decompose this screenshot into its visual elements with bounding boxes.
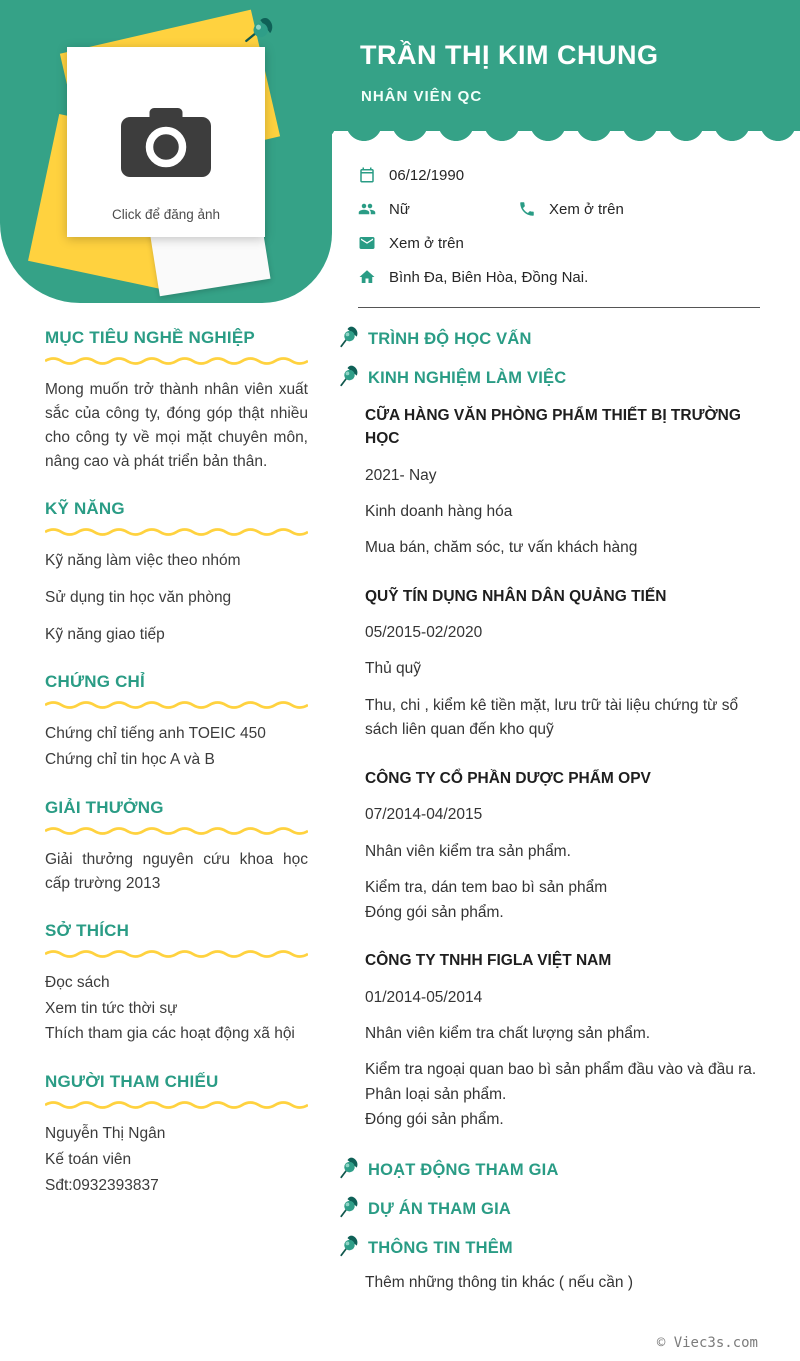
job-detail: Kiểm tra, dán tem bao bì sản phẩm xyxy=(365,878,608,896)
job-detail: Kiểm tra ngoại quan bao bì sản phẩm đầu vào và đầu ra. xyxy=(365,1061,757,1079)
dob-value: 06/12/1990 xyxy=(389,166,465,184)
job-entry xyxy=(365,404,764,561)
objective-text: Mong muốn trở thành nhân viên xuất sắc của công ty, đóng góp thật nhiều cho công ty về mọi mặt chuyên môn, nâng cao và phát triển bản thân. xyxy=(45,381,308,471)
pushpin-icon xyxy=(337,1195,362,1224)
right-column xyxy=(338,326,764,1292)
job-period: 07/2014-04/2015 xyxy=(365,806,483,824)
section-experience xyxy=(338,365,764,392)
section-title: THÔNG TIN THÊM xyxy=(368,1238,513,1257)
wavy-underline xyxy=(45,526,308,536)
job-entry xyxy=(365,585,764,743)
site-credit: © Viec3s.com xyxy=(656,1335,758,1351)
job-detail: Đóng gói sản phẩm. xyxy=(365,1110,504,1128)
gender-value: Nữ xyxy=(389,200,410,218)
section-title: KỸ NĂNG xyxy=(45,499,125,519)
job-period: 2021- Nay xyxy=(365,466,437,484)
section-title: MỤC TIÊU NGHỀ NGHIỆP xyxy=(45,328,255,347)
section-awards xyxy=(45,798,308,896)
section-title: CHỨNG CHỈ xyxy=(45,672,145,692)
job-entry xyxy=(365,949,764,1132)
list-item: Xem tin tức thời sự xyxy=(45,999,178,1017)
section-title: DỰ ÁN THAM GIA xyxy=(368,1199,511,1218)
section-title: KINH NGHIỆM LÀM VIỆC xyxy=(368,369,567,387)
contact-row-dob xyxy=(358,158,760,192)
list-item: Đọc sách xyxy=(45,973,110,991)
section-title: TRÌNH ĐỘ HỌC VẤN xyxy=(368,330,532,348)
photo-caption: Click để đăng ảnh xyxy=(111,207,221,222)
list-item: Thích tham gia các hoạt động xã hội xyxy=(45,1025,295,1043)
contact-row-gender-phone xyxy=(358,192,760,226)
job-detail: Thu, chi , kiểm kê tiền mặt, lưu trữ tài liệu chứng từ sổ sách liên quan đến kho quỹ xyxy=(365,696,739,739)
address-value: Bình Đa, Biên Hòa, Đồng Nai. xyxy=(389,268,589,286)
section-more-info xyxy=(338,1235,764,1262)
calendar-icon xyxy=(358,166,376,184)
wavy-underline xyxy=(45,948,308,958)
phone-icon xyxy=(518,200,536,218)
section-certificates xyxy=(45,672,308,773)
reference-phone: Sđt:0932393837 xyxy=(45,1176,159,1194)
job-role: Nhân viên kiểm tra sản phẩm. xyxy=(365,842,571,860)
camera-icon xyxy=(118,105,214,185)
pushpin-icon xyxy=(242,14,277,53)
job-company: CÔNG TY CỔ PHẦN DƯỢC PHẨM OPV xyxy=(365,770,651,788)
list-item: Giải thưởng nguyên cứu khoa học cấp trường 2013 xyxy=(45,850,308,892)
contact-row-email xyxy=(358,226,760,260)
home-icon xyxy=(358,268,376,286)
list-item: Chứng chỉ tin học A và B xyxy=(45,750,215,768)
header-scallop-edge xyxy=(295,130,800,148)
section-title: HOẠT ĐỘNG THAM GIA xyxy=(368,1160,559,1179)
candidate-name: TRẦN THỊ KIM CHUNG xyxy=(360,40,659,70)
section-title: SỞ THÍCH xyxy=(45,920,130,940)
reference-name: Nguyễn Thị Ngân xyxy=(45,1125,166,1143)
left-column xyxy=(45,328,308,1224)
contact-block xyxy=(358,158,760,308)
job-company: CỮA HÀNG VĂN PHÒNG PHẨM THIẾT BỊ TRƯỜNG HỌC xyxy=(365,407,741,448)
job-detail: Phân loại sản phẩm. xyxy=(365,1086,507,1104)
contact-row-address xyxy=(358,260,760,294)
job-role: Thủ quỹ xyxy=(365,660,422,678)
list-item: Chứng chỉ tiếng anh TOEIC 450 xyxy=(45,725,266,743)
job-company: CÔNG TY TNHH FIGLA VIỆT NAM xyxy=(365,952,612,970)
pushpin-icon xyxy=(337,1234,362,1263)
list-item: Kỹ năng giao tiếp xyxy=(45,626,165,644)
section-activities xyxy=(338,1157,764,1184)
job-period: 05/2015-02/2020 xyxy=(365,624,483,642)
candidate-title: NHÂN VIÊN QC xyxy=(361,88,483,105)
section-references xyxy=(45,1072,308,1198)
list-item: Kỹ năng làm việc theo nhóm xyxy=(45,552,241,570)
job-detail: Mua bán, chăm sóc, tư vấn khách hàng xyxy=(365,539,638,556)
phone-value: Xem ở trên xyxy=(549,200,624,218)
section-objective xyxy=(45,328,308,474)
list-item: Sử dụng tin học văn phòng xyxy=(45,589,232,607)
section-title: GIẢI THƯỞNG xyxy=(45,797,164,817)
photo-upload-area[interactable] xyxy=(67,47,265,237)
contact-divider xyxy=(358,307,760,308)
job-period: 01/2014-05/2014 xyxy=(365,988,483,1006)
section-title: NGƯỜI THAM CHIẾU xyxy=(45,1072,219,1092)
job-entry xyxy=(365,767,764,925)
pushpin-icon xyxy=(337,325,362,354)
wavy-underline xyxy=(45,825,308,835)
job-role: Nhân viên kiểm tra chất lượng sản phẩm. xyxy=(365,1024,651,1042)
email-value: Xem ở trên xyxy=(389,234,464,252)
section-projects xyxy=(338,1196,764,1223)
experience-list xyxy=(338,404,764,1133)
section-education xyxy=(338,326,764,353)
job-role: Kinh doanh hàng hóa xyxy=(365,502,513,520)
job-detail: Đóng gói sản phẩm. xyxy=(365,903,504,921)
envelope-icon xyxy=(358,234,376,252)
gender-icon xyxy=(358,200,376,218)
pushpin-icon xyxy=(337,364,362,393)
wavy-underline xyxy=(45,1099,308,1109)
reference-role: Kế toán viên xyxy=(45,1150,132,1168)
wavy-underline xyxy=(45,355,308,365)
job-company: QUỸ TÍN DỤNG NHÂN DÂN QUẢNG TIẾN xyxy=(365,587,667,605)
pushpin-icon xyxy=(337,1156,362,1185)
wavy-underline xyxy=(45,699,308,709)
more-info-note: Thêm những thông tin khác ( nếu cần ) xyxy=(365,1273,634,1291)
section-hobbies xyxy=(45,921,308,1047)
section-skills xyxy=(45,499,308,647)
